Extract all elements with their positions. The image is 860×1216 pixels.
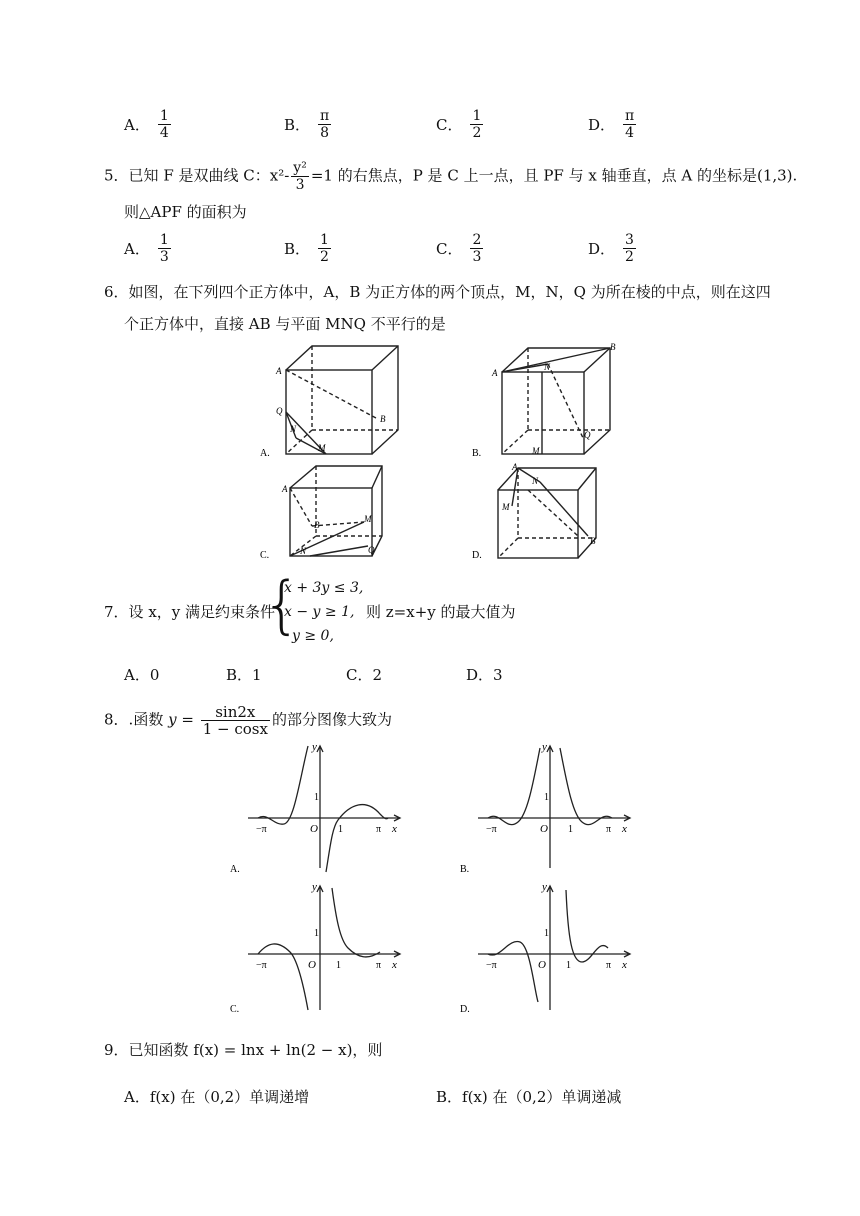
q7-option-a[interactable]: A．0 [124,666,160,684]
tick-pi: π [376,824,382,835]
point-q: Q [276,406,283,416]
q4-option-b[interactable]: B． $\frac{\pi}{8}$ [284,108,330,141]
tick-one-y: 1 [314,792,319,803]
point-a: A [512,462,518,472]
q4-option-c[interactable]: C． $\frac{1}{2}$ [436,108,482,141]
tick-one-x: 1 [336,960,341,971]
graph-a[interactable] [228,738,408,878]
tick-pi: π [376,960,382,971]
tick-neg-pi: −π [486,824,497,835]
tick-neg-pi: −π [486,960,497,971]
origin-label: O [540,823,548,835]
y-axis-label: y [312,741,317,753]
q4-option-a[interactable]: A． $\frac{1}{4}$ [124,108,169,141]
x-axis-label: x [622,823,627,835]
q5-stem-line2: 则△APF 的面积为 [124,203,247,221]
point-m: M [532,446,540,456]
constraint-1: x + 3y ≤ 3, [284,580,364,596]
tick-one-y: 1 [544,928,549,939]
point-q: Q [584,430,591,440]
point-n: N [300,546,307,556]
point-b: B [314,520,320,530]
origin-label: O [538,959,546,971]
q7-option-d[interactable]: D．3 [466,666,503,684]
q6-stem-line2: 个正方体中，直接 AB 与平面 MNQ 不平行的是 [124,315,446,333]
q9-option-b[interactable]: B．f(x) 在（0,2）单调递减 [436,1088,622,1106]
tick-pi: π [606,960,612,971]
graph-c[interactable] [228,878,408,1018]
cube-figure-a[interactable] [252,340,422,460]
q6-stem: 6．如图，在下列四个正方体中，A，B 为正方体的两个顶点，M，N，Q 为所在棱的中点，则在这四 [104,283,771,301]
cube-figure-b[interactable] [468,340,618,460]
y-axis-label: y [542,881,547,893]
graph-option-label: C. [230,1004,240,1015]
tick-one-y: 1 [314,928,319,939]
point-b: B [610,342,616,352]
x-axis-label: x [392,959,397,971]
tick-one-y: 1 [544,792,549,803]
origin-label: O [308,959,316,971]
y-axis-label: y [542,741,547,753]
x-axis-label: x [622,959,627,971]
x-axis-label: x [392,823,397,835]
q5-option-d[interactable]: D． $\frac{3}{2}$ [588,232,634,265]
constraint-brace: { [262,568,302,641]
tick-one-x: 1 [566,960,571,971]
tick-pi: π [606,824,612,835]
point-b: B [380,414,386,424]
cube-figure-d[interactable] [468,460,618,564]
origin-label: O [310,823,318,835]
q5-option-a[interactable]: A． $\frac{1}{3}$ [124,232,169,265]
point-n: N [532,476,539,486]
figure-label: D. [472,550,482,561]
graph-option-label: A. [230,864,240,875]
q8-stem: 8．.函数 y = $\frac{\sin 2x}{1 - \cos x}$ 的部分图像大致为 [104,703,392,738]
point-n: N [290,424,297,434]
point-b: B [590,536,596,546]
figure-label: C. [260,550,270,561]
q9-stem: 9．已知函数 f(x) = lnx + ln(2 − x)，则 [104,1041,383,1059]
q7-option-b[interactable]: B．1 [226,666,262,684]
q5-option-b[interactable]: B． $\frac{1}{2}$ [284,232,329,265]
q5-option-c[interactable]: C． $\frac{2}{3}$ [436,232,482,265]
point-n: N [544,362,551,372]
y-axis-label: y [312,881,317,893]
graph-d[interactable] [458,878,638,1018]
q9-option-a[interactable]: A．f(x) 在（0,2）单调递增 [124,1088,310,1106]
point-a: A [282,484,288,494]
point-m: M [318,443,326,453]
graph-option-label: B. [460,864,470,875]
point-a: A [276,366,282,376]
q7-option-c[interactable]: C．2 [346,666,383,684]
tick-neg-pi: −π [256,824,267,835]
point-a: A [492,368,498,378]
point-q: Q [368,545,375,555]
graph-option-label: D. [460,1004,470,1015]
q4-option-d[interactable]: D． $\frac{\pi}{4}$ [588,108,635,141]
tick-one-x: 1 [338,824,343,835]
tick-one-x: 1 [568,824,573,835]
point-m: M [364,514,372,524]
figure-label: B. [472,448,482,459]
q7-stem-a: 7．设 x，y 满足约束条件 [104,603,276,621]
figure-label: A. [260,448,270,459]
tick-neg-pi: −π [256,960,267,971]
q7-stem-b: 则 z=x+y 的最大值为 [366,603,516,621]
point-m: M [502,502,510,512]
graph-b[interactable] [458,738,638,878]
q5-stem: 5．已知 F 是双曲线 C：x²- $\frac{\text{y²}}{3}$ =1 的右焦点，P 是 C 上一点，且 PF 与 x 轴垂直，点 A 的坐标是(1,3). [104,160,798,193]
constraint-2: x − y ≥ 1, [284,604,355,620]
constraint-3: y ≥ 0, [292,628,334,644]
cube-figure-c[interactable] [252,460,422,564]
